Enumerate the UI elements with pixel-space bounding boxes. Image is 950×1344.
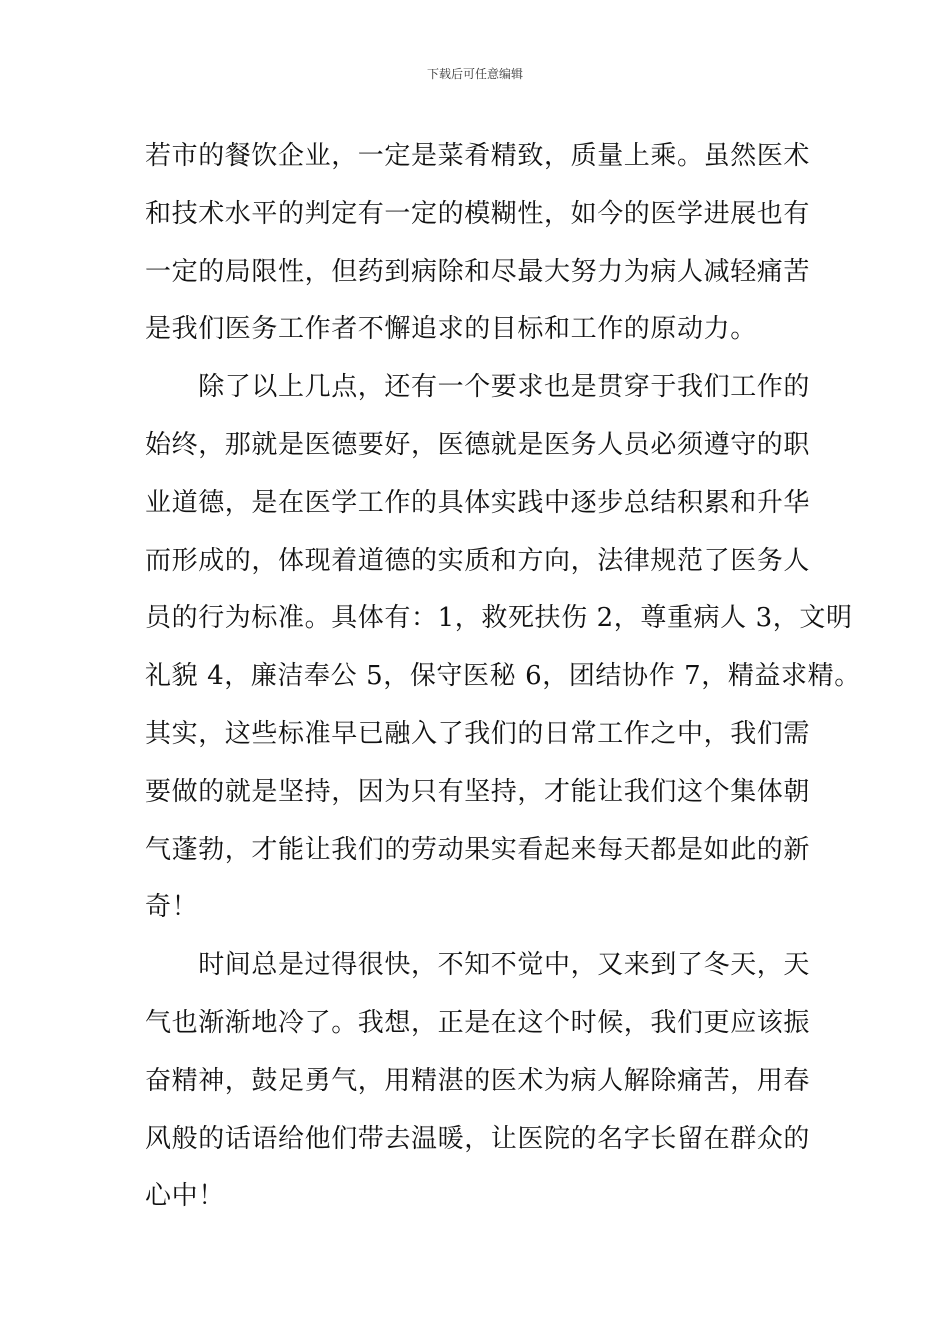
text-line: 气蓬勃，才能让我们的劳动果实看起来每天都是如此的新 bbox=[145, 834, 811, 865]
text-line: 气也渐渐地冷了。我想，正是在这个时候，我们更应该振 bbox=[145, 1007, 811, 1038]
text-line: 员的行为标准。具体有：1，救死扶伤 2，尊重病人 3，文明 bbox=[145, 603, 853, 634]
text-line: 要做的就是坚持，因为只有坚持，才能让我们这个集体朝 bbox=[145, 776, 811, 807]
text-line: 除了以上几点，还有一个要求也是贯穿于我们工作的 bbox=[145, 372, 811, 403]
text-line: 礼貌 4，廉洁奉公 5，保守医秘 6，团结协作 7，精益求精。 bbox=[145, 661, 861, 692]
text-line: 和技术水平的判定有一定的模糊性，如今的医学进展也有 bbox=[145, 198, 811, 229]
text-line: 若市的餐饮企业，一定是菜肴精致，质量上乘。虽然医术 bbox=[145, 141, 811, 171]
text-line: 心中！ bbox=[145, 1181, 225, 1212]
text-line: 奇！ bbox=[145, 892, 199, 923]
text-line: 风般的话语给他们带去温暖，让医院的名字长留在群众的 bbox=[145, 1123, 811, 1154]
text-line: 始终，那就是医德要好，医德就是医务人员必须遵守的职 bbox=[145, 429, 811, 460]
text-line: 时间总是过得很快，不知不觉中，又来到了冬天，天 bbox=[145, 950, 811, 981]
text-line: 一定的局限性，但药到病除和尽最大努力为病人减轻痛苦 bbox=[145, 256, 811, 287]
text-line: 而形成的，体现着道德的实质和方向，法律规范了医务人 bbox=[145, 545, 811, 576]
page-header: 下载后可任意编辑 bbox=[426, 67, 523, 81]
text-line: 是我们医务工作者不懈追求的目标和工作的原动力。 bbox=[145, 314, 757, 345]
document-body bbox=[145, 128, 861, 1226]
text-line: 业道德，是在医学工作的具体实践中逐步总结积累和升华 bbox=[145, 487, 811, 518]
text-line: 其实，这些标准早已融入了我们的日常工作之中，我们需 bbox=[145, 718, 811, 749]
text-line: 奋精神，鼓足勇气，用精湛的医术为病人解除痛苦，用春 bbox=[145, 1065, 811, 1096]
